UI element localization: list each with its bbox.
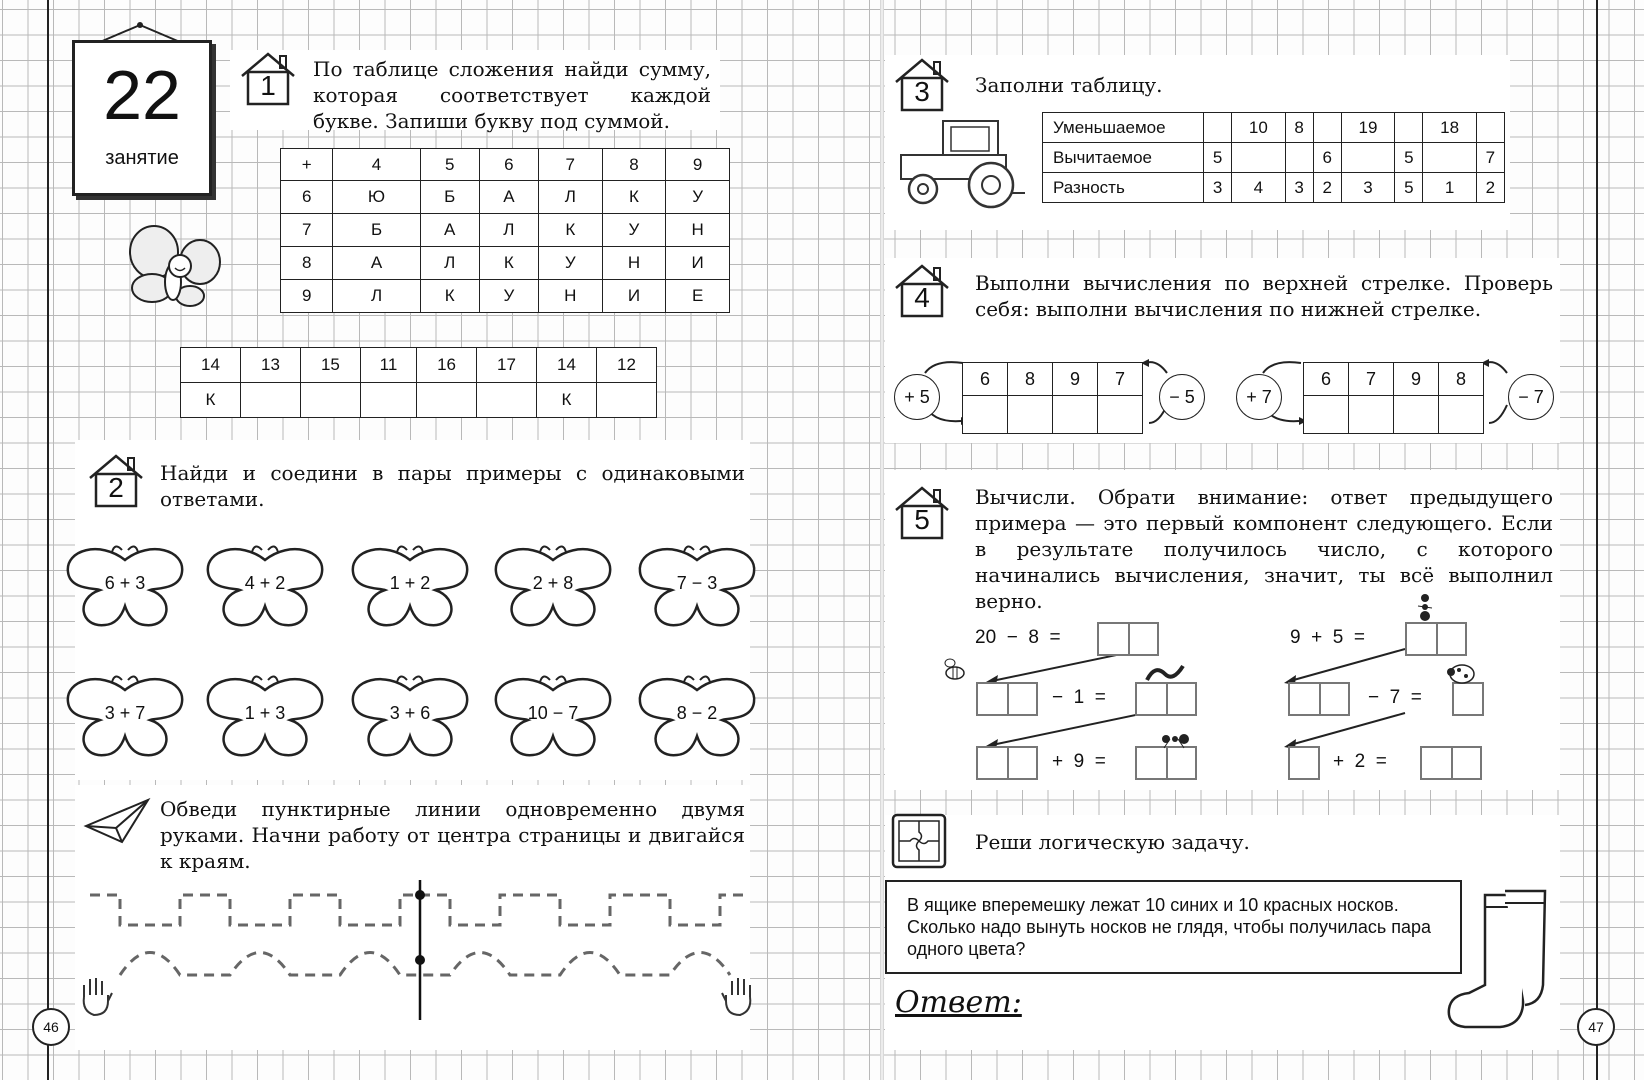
task1-house-icon [236,50,300,106]
sum-cell: 14 [181,348,241,383]
table-row [963,363,1143,396]
table-cell: А [333,247,420,280]
chain-value: 8 [1439,363,1484,396]
butterfly-example: 10 − 7 [527,703,579,723]
table-row [181,383,657,418]
letter-cell[interactable] [360,383,416,418]
table-cell: 5 [420,149,479,181]
task1-instructions: По таблице сложения найди сумму, которая соответствует каждой букве. Запиши букву под суммой. [313,57,711,133]
left-hand-icon [78,975,114,1017]
table-cell: К [420,280,479,313]
letter-cell[interactable] [417,383,477,418]
table-cell: Л [420,247,479,280]
butterfly-card[interactable] [345,540,475,632]
letter-cell[interactable] [240,383,300,418]
butterfly-card[interactable] [488,540,618,632]
table-cell: 7 [281,214,333,247]
butterfly-example: 3 + 7 [104,703,146,723]
butterfly-card[interactable] [200,670,330,762]
chain2-subtract-operator: − 7 [1508,374,1554,420]
table-cell: У [666,181,730,214]
table-cell: 7 [538,149,602,181]
tractor-illustration [893,115,1028,210]
table-cell: А [479,181,538,214]
butterfly-card[interactable] [60,670,190,762]
trace-instructions: Обведи пунктирные линии одновременно двумя руками. Начни работу от центра страницы и двигайся к краям. [160,797,745,873]
answer-box[interactable] [1288,682,1350,716]
task3-instructions: Заполни таблицу. [975,73,1163,97]
logic-instructions: Реши логическую задачу. [975,830,1250,854]
table-row [1304,396,1484,434]
answer-box[interactable] [1452,682,1484,716]
sum-cell: 14 [537,348,597,383]
butterfly-example: 8 − 2 [676,703,718,723]
answer-cell[interactable] [1053,396,1098,434]
task5-house-icon [890,484,954,540]
sums-answer-table [180,347,657,418]
sum-cell: 17 [477,348,537,383]
butterfly-example: 2 + 8 [532,573,574,593]
butterfly-card[interactable] [345,670,475,762]
table-cell: У [602,214,666,247]
butterfly-example: 7 − 3 [676,573,718,593]
table-cell: 4 [333,149,420,181]
table-cell[interactable] [1423,143,1476,173]
book-spine [880,0,884,1080]
table-cell[interactable]: 8 [1285,113,1313,143]
table-cell[interactable] [1395,113,1423,143]
row-label: Уменьшаемое [1043,113,1204,143]
table-cell[interactable]: 3 [1285,173,1313,203]
table-row [281,214,730,247]
answer-cell[interactable] [1304,396,1349,434]
task2-instructions: Найди и соедини в пары примеры с одинаковыми ответами. [160,461,745,511]
sum-cell: 11 [360,348,416,383]
butterfly-card[interactable] [632,670,762,762]
table-cell[interactable]: 5 [1204,143,1232,173]
answer-box[interactable] [976,682,1038,716]
table-cell[interactable]: 19 [1341,113,1394,143]
answer-cell[interactable] [963,396,1008,434]
table-cell[interactable] [1313,113,1341,143]
table-cell: 8 [281,247,333,280]
lesson-number: 22 [103,56,181,134]
chain1-add-operator: + 5 [894,374,940,420]
row-label: Разность [1043,173,1204,203]
subtraction-table [1042,112,1505,203]
calc-b-step1: 9 + 5 = [1290,627,1365,648]
letter-cell[interactable]: К [537,383,597,418]
task4-instructions: Выполни вычисления по верхней стрелке. Проверь себя: выполни вычисления по нижней стрелке. [975,271,1553,321]
table-cell: 8 [602,149,666,181]
addition-table-header [281,149,730,181]
table-cell[interactable] [1285,143,1313,173]
chain-value: 8 [1008,363,1053,396]
page-number-right: 47 [1577,1008,1615,1046]
table-row [281,280,730,313]
calc-a-step3: + 9 = [1052,751,1106,772]
answer-box[interactable] [1420,746,1482,780]
task1-number: 1 [260,70,276,101]
letter-cell[interactable] [477,383,537,418]
chain-value: 7 [1098,363,1143,396]
puzzle-icon [890,812,950,870]
letter-cell[interactable] [300,383,360,418]
sum-cell: 13 [240,348,300,383]
table-cell[interactable]: 1 [1423,173,1476,203]
table-row [963,396,1143,434]
answer-cell[interactable] [1349,396,1394,434]
table-cell[interactable]: 6 [1313,143,1341,173]
calc-a-step1: 20 − 8 = [975,627,1061,648]
ant-icon [1410,592,1440,622]
answer-label: Ответ: [895,985,1022,1020]
answer-cell[interactable] [1008,396,1053,434]
answer-line[interactable] [1000,1010,1370,1012]
paper-plane-icon [82,796,152,850]
table-cell[interactable]: 5 [1395,143,1423,173]
sum-cell: 15 [300,348,360,383]
table-cell: А [420,214,479,247]
table-cell[interactable]: 2 [1313,173,1341,203]
logic-problem-text: В ящике вперемешку лежат 10 синих и 10 красных носков. Сколько надо вынуть носков не глядя, чтобы получилась пара одного цвета? [907,895,1432,959]
left-margin-line [47,0,49,1080]
table-cell[interactable]: 5 [1395,173,1423,203]
chain-value: 9 [1394,363,1439,396]
table-row [1043,143,1505,173]
table-cell: Н [666,214,730,247]
ladybug-icon [1445,660,1477,684]
chain1-boxes [962,362,1143,434]
table-cell: К [538,214,602,247]
table-cell: Б [420,181,479,214]
sum-cell: 16 [417,348,477,383]
bee-icon [940,655,970,685]
table-row [281,181,730,214]
table-cell: Е [666,280,730,313]
calc-b-step3: + 2 = [1333,751,1387,772]
table-cell: У [538,247,602,280]
chain-value: 6 [963,363,1008,396]
task3-house-icon [890,56,954,112]
table-cell[interactable]: 18 [1423,113,1476,143]
answer-box[interactable] [1135,682,1197,716]
calc-a-step2: − 1 = [1052,687,1106,708]
answer-box[interactable] [1288,746,1320,780]
logic-problem-box [885,880,1462,974]
table-cell: Н [538,280,602,313]
chain-value: 9 [1053,363,1098,396]
table-cell[interactable] [1476,113,1504,143]
table-row [1304,363,1484,396]
butterfly-card[interactable] [488,670,618,762]
butterfly-example: 1 + 2 [389,573,431,593]
table-cell: 9 [666,149,730,181]
table-cell: К [602,181,666,214]
answer-box[interactable] [1405,622,1467,656]
table-cell: 9 [281,280,333,313]
task3-number: 3 [914,76,930,107]
table-cell[interactable]: 2 [1476,173,1504,203]
task5-instructions: Вычисли. Обрати внимание: ответ предыдущего примера — это первый компонент следующего. Если в результате получилось число, с которого начинались вычисления, значит, ты всё выполнил верно. [975,485,1553,613]
butterfly-card[interactable] [60,540,190,632]
chain-value: 7 [1349,363,1394,396]
butterfly-example: 4 + 2 [244,573,286,593]
table-cell[interactable] [1341,143,1394,173]
table-cell: 6 [281,181,333,214]
lesson-label: занятие [105,147,179,169]
table-cell: У [479,280,538,313]
letter-cell[interactable] [596,383,656,418]
ant-icon [1160,728,1190,750]
table-cell[interactable]: 7 [1476,143,1504,173]
table-cell: Ю [333,181,420,214]
chain-value: 6 [1304,363,1349,396]
table-row [281,247,730,280]
table-cell[interactable]: 4 [1232,173,1285,203]
addition-table [280,148,730,313]
table-cell[interactable]: 10 [1232,113,1285,143]
answer-box[interactable] [976,746,1038,780]
butterfly-example: 6 + 3 [104,573,146,593]
chain2-add-operator: + 7 [1236,374,1282,420]
answer-box[interactable] [1097,622,1159,656]
task5-number: 5 [914,504,930,535]
worm-icon [1145,658,1187,684]
answer-cell[interactable] [1098,396,1143,434]
sum-cell: 12 [596,348,656,383]
chain1-subtract-operator: − 5 [1159,374,1205,420]
task4-number: 4 [914,282,930,313]
table-cell[interactable] [1204,113,1232,143]
table-cell[interactable] [1232,143,1285,173]
table-cell: Л [538,181,602,214]
butterfly-illustration [118,222,228,312]
table-cell: И [666,247,730,280]
table-cell: Л [479,214,538,247]
calc-b-step2: − 7 = [1368,687,1422,708]
lesson-badge [72,40,212,196]
answer-cell[interactable] [1439,396,1484,434]
chain2-boxes [1303,362,1484,434]
table-cell: 6 [479,149,538,181]
table-cell: + [281,149,333,181]
right-hand-icon [720,975,756,1017]
row-label: Вычитаемое [1043,143,1204,173]
table-row [1043,113,1505,143]
answer-box[interactable] [1135,746,1197,780]
table-row [181,348,657,383]
butterfly-card[interactable] [632,540,762,632]
table-cell: Л [333,280,420,313]
socks-illustration [1445,885,1555,1035]
right-margin-line [1596,0,1598,1080]
butterfly-example: 1 + 3 [244,703,286,723]
butterfly-card[interactable] [200,540,330,632]
page-number-left: 46 [32,1008,70,1046]
table-cell[interactable]: 3 [1204,173,1232,203]
table-cell: И [602,280,666,313]
table-row [1043,173,1505,203]
task4-house-icon [890,262,954,318]
table-cell: Б [333,214,420,247]
table-cell: К [479,247,538,280]
task2-house-icon [84,452,148,508]
task2-number: 2 [108,472,124,503]
tracing-lines [80,880,760,1060]
letter-cell[interactable]: К [181,383,241,418]
table-cell: Н [602,247,666,280]
table-cell[interactable]: 3 [1341,173,1394,203]
answer-cell[interactable] [1394,396,1439,434]
butterfly-example: 3 + 6 [389,703,431,723]
